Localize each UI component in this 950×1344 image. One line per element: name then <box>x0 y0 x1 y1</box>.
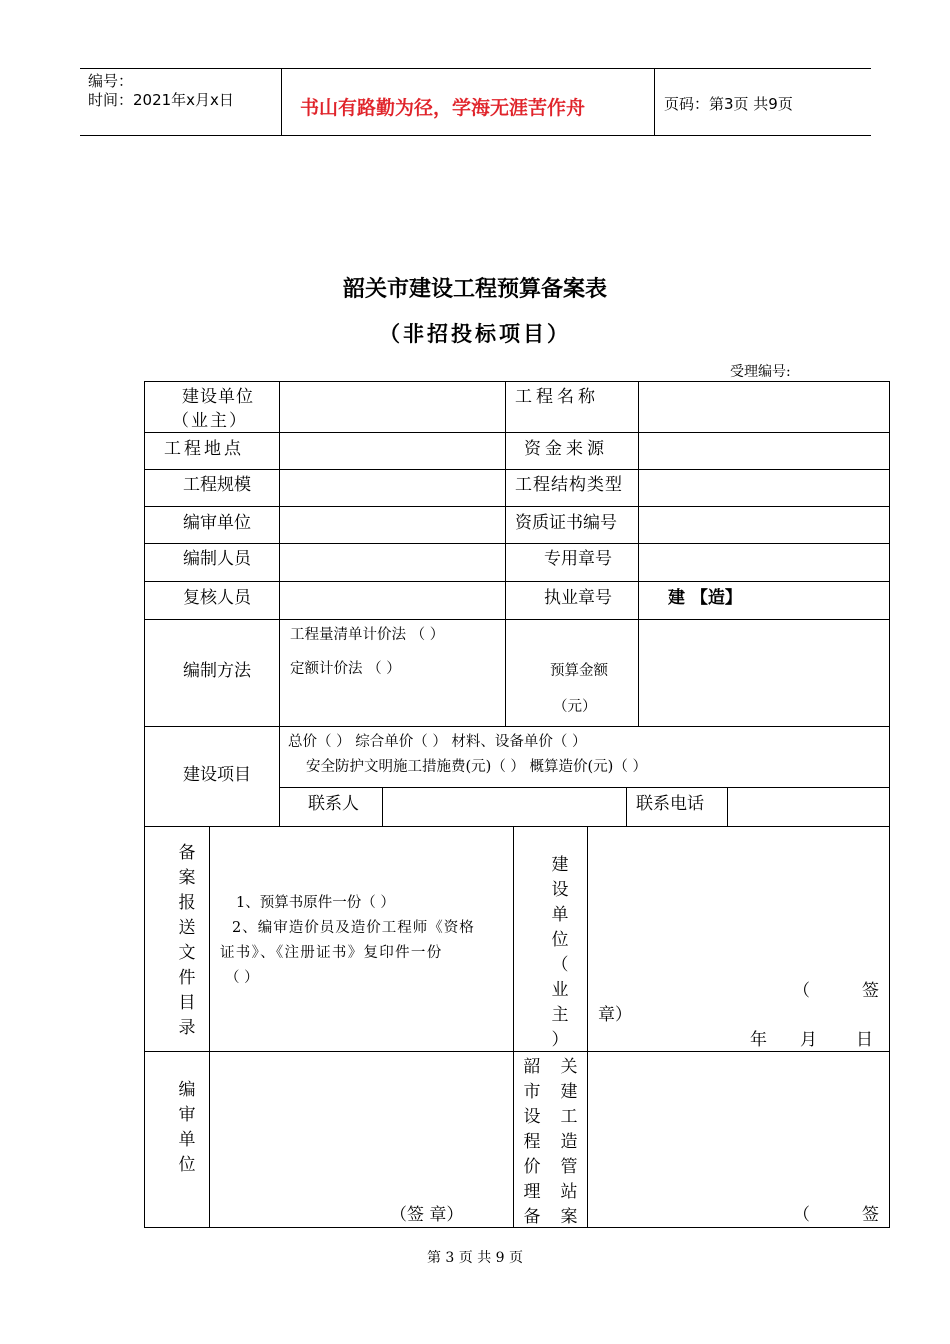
fund-source-label: 资金来源 <box>524 439 608 459</box>
page-footer: 第 3 页 共 9 页 <box>426 1250 524 1266</box>
header-bottom-rule <box>80 135 871 136</box>
builder-label-owner: （业主） <box>172 411 248 431</box>
seal-number-label: 专用章号 <box>544 549 612 569</box>
date-year: 年 <box>750 1030 767 1050</box>
review-unit-label: 编审单位 <box>183 513 251 533</box>
sign-char-1: 签 <box>862 981 879 1001</box>
compiler-label: 编制人员 <box>183 549 251 569</box>
filing-docs-label: 备 案 报 送 文 件 目 录 <box>178 843 196 1038</box>
structure-type-label: 工程结构类型 <box>515 475 623 495</box>
contact-phone-label: 联系电话 <box>636 794 704 814</box>
location-label: 工程地点 <box>164 439 244 459</box>
filing-doc-2c: （ ） <box>225 970 259 986</box>
builder-label: 建设单位 <box>182 387 254 407</box>
date-day: 日 <box>856 1030 873 1050</box>
sign-open-paren-3: （ <box>793 1205 810 1225</box>
sign-seal-2: （签 章） <box>390 1205 464 1225</box>
practice-seal-label: 执业章号 <box>544 588 612 608</box>
sign-char-3: 签 <box>862 1205 879 1225</box>
budget-amount-unit: （元） <box>553 699 597 715</box>
builder-owner-vertical: 建 设 单 位 （ 业 主 ） <box>551 855 569 1050</box>
filing-doc-1: 1、预算书原件一份（ ） <box>236 895 395 911</box>
review-unit-vertical: 编 审 单 位 <box>178 1080 196 1175</box>
sign-seal-close-1: 章） <box>598 1005 632 1025</box>
acceptance-number-label: 受理编号: <box>730 364 791 380</box>
header-time-label: 时间：2021年x月x日 <box>88 91 234 109</box>
document-title: 韶关市建设工程预算备案表 <box>342 277 607 302</box>
project-label: 建设项目 <box>183 765 251 785</box>
project-fee-line: 安全防护文明施工措施费(元)（ ） 概算造价(元)（ ） <box>306 759 647 775</box>
cert-number-label: 资质证书编号 <box>515 513 617 533</box>
station-vertical-col1: 韶 市 设 程 价 理 备 <box>523 1057 541 1227</box>
project-name-label: 工程名称 <box>515 387 599 407</box>
budget-amount-label: 预算金额 <box>550 663 608 679</box>
method-option-bill: 工程量清单计价法 （ ） <box>290 627 445 643</box>
station-vertical-col2: 关 建 工 造 管 站 案 <box>560 1057 578 1227</box>
contact-person-label: 联系人 <box>308 794 359 814</box>
header-page-info: 页码：第3页 共9页 <box>664 95 793 113</box>
sign-open-paren-1: （ <box>793 981 810 1001</box>
date-month: 月 <box>800 1030 817 1050</box>
method-option-quota: 定额计价法 （ ） <box>290 661 401 677</box>
reviewer-label: 复核人员 <box>183 588 251 608</box>
header-motto: 书山有路勤为径，学海无涯苦作舟 <box>300 97 586 119</box>
header-top-rule <box>80 68 871 69</box>
practice-seal-value: 建 【造】 <box>668 588 742 608</box>
header-divider-1 <box>281 68 282 136</box>
header-divider-2 <box>654 68 655 136</box>
filing-doc-2b: 证书》、《注册证书》复印件一份 <box>220 945 443 961</box>
project-price-line: 总价（ ） 综合单价（ ） 材料、设备单价（ ） <box>288 734 587 750</box>
document-subtitle: （非招投标项目） <box>379 322 571 346</box>
filing-doc-2a: 2、编审造价员及造价工程师《资格 <box>232 920 475 936</box>
method-label: 编制方法 <box>183 661 251 681</box>
header-number-label: 编号： <box>88 72 134 90</box>
scale-label: 工程规模 <box>183 475 251 495</box>
